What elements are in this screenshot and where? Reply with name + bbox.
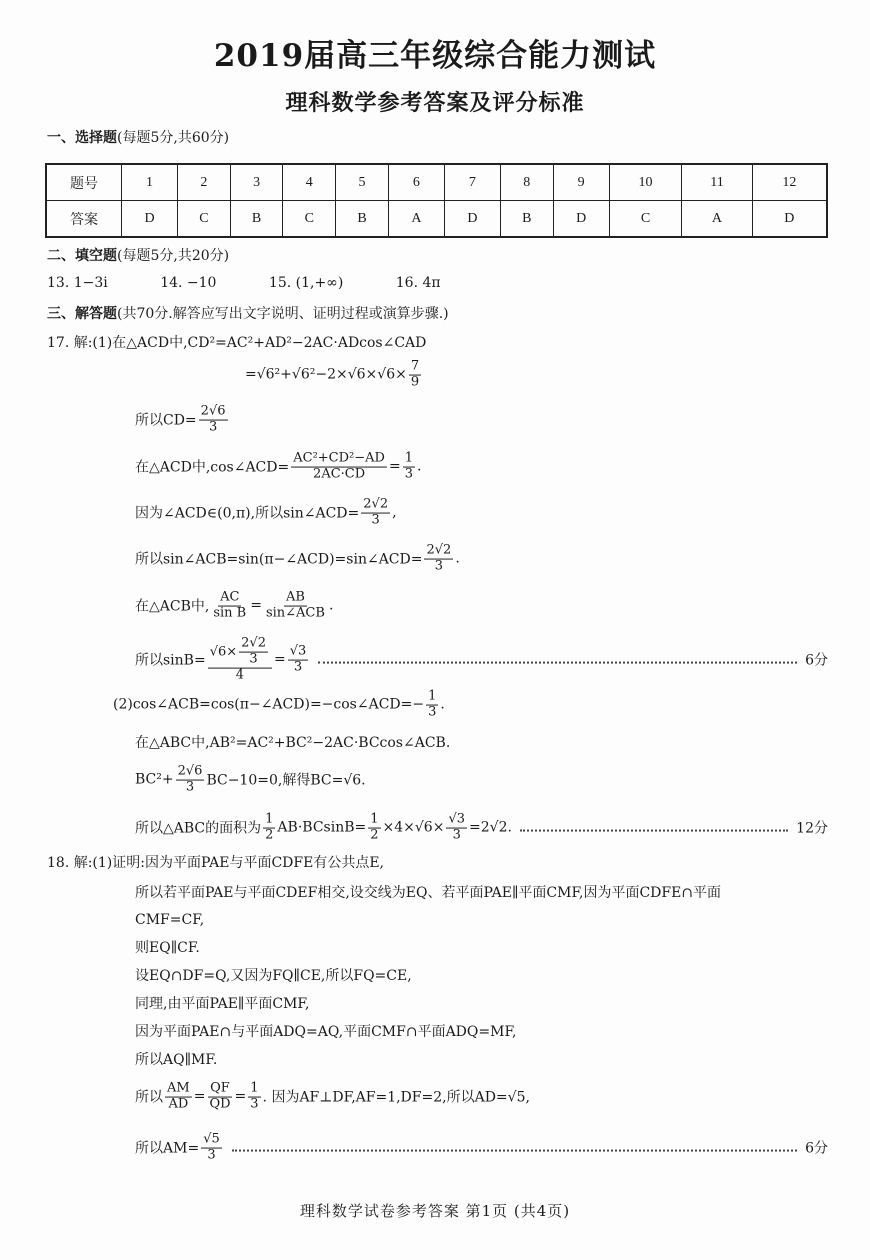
question-number: 4 — [283, 164, 336, 201]
numerator — [239, 637, 268, 653]
math-text: CMF=CF, — [135, 912, 205, 928]
math-text: 2AC·CD — [313, 466, 366, 482]
numerator — [263, 813, 275, 829]
solution-line — [135, 912, 204, 928]
math-text: √5 — [203, 1131, 220, 1147]
answer-cell: B — [230, 201, 283, 238]
score-label: 6分 — [805, 1141, 828, 1157]
math-text: 2√2 — [363, 496, 389, 512]
answer-cell: B — [336, 201, 389, 238]
math-text: 则EQ∥CF. — [135, 940, 200, 956]
solution-line — [135, 882, 721, 902]
math-text: . — [416, 459, 422, 475]
math-text: sin B — [213, 605, 247, 621]
numerator — [208, 637, 272, 669]
math-text: 4 — [235, 667, 244, 683]
math-text: 3 — [434, 558, 444, 574]
math-text: = — [388, 459, 401, 475]
math-text: BC²+ — [135, 772, 174, 788]
numerator — [403, 452, 415, 468]
math-text: =√6²+√6²−2×√6×√6× — [245, 367, 407, 383]
fraction — [208, 637, 272, 684]
answer-cell: D — [444, 201, 500, 238]
question-number: 8 — [500, 164, 553, 201]
row-label: 答案 — [46, 201, 122, 238]
math-text: 3 — [293, 659, 303, 675]
fraction — [291, 452, 387, 483]
page-subtitle: 理科数学参考答案及评分标准 — [285, 90, 585, 116]
dotted-leader — [520, 830, 788, 832]
solution-line — [135, 452, 421, 483]
math-text: 9 — [410, 374, 420, 390]
denominator — [426, 706, 438, 721]
math-text: 因为平面PAE∩与平面ADQ=AQ,平面CMF∩平面ADQ=MF, — [135, 1024, 517, 1040]
fraction — [263, 813, 275, 844]
math-text: . — [328, 598, 334, 614]
row-label: 题号 — [46, 164, 122, 201]
solution-line — [135, 498, 397, 529]
solution-line — [135, 1133, 828, 1164]
solution-line — [47, 852, 384, 872]
fill-answer: 13. 1−3i — [47, 275, 108, 291]
math-text: 所以CD= — [135, 413, 197, 429]
numerator — [165, 1082, 192, 1098]
solution-line — [135, 637, 828, 684]
fraction — [426, 690, 438, 721]
math-text: 所以sin∠ACB=sin(π−∠ACD)=sin∠ACD= — [135, 552, 423, 568]
denominator — [292, 661, 304, 676]
solution-line — [135, 1049, 217, 1069]
denominator — [205, 1149, 217, 1164]
score-label: 12分 — [796, 821, 828, 837]
question-number: 7 — [444, 164, 500, 201]
math-text: 3 — [452, 827, 461, 843]
fraction — [446, 813, 467, 844]
math-text: 3 — [250, 1096, 259, 1112]
solution-line — [135, 765, 366, 796]
denominator — [433, 560, 445, 575]
fraction — [165, 1082, 192, 1113]
fill-answer: 15. (1,+∞) — [268, 275, 344, 291]
solution-line — [113, 690, 445, 721]
math-text: = — [250, 598, 262, 614]
fraction — [239, 637, 268, 668]
math-text: 17. 解:(1)在△ACD中,CD²=AC²+AD²−2AC·ADcos∠CAD — [47, 335, 427, 351]
math-text: 设EQ∩DF=Q,又因为FQ∥CE,所以FQ=CE, — [135, 968, 412, 984]
solution-line — [135, 732, 450, 752]
math-text: 3 — [404, 466, 413, 482]
table-row-numbers — [46, 164, 827, 201]
math-text: = — [234, 1089, 247, 1105]
answer-cell: A — [388, 201, 444, 238]
math-text: 所以sinB= — [135, 653, 206, 669]
denominator — [207, 421, 219, 436]
page-title: 2019届高三年级综合能力测试 — [213, 38, 657, 74]
solution-line — [135, 1082, 530, 1113]
numerator — [176, 765, 205, 781]
answer-cell: C — [178, 201, 231, 238]
math-text: AD — [168, 1096, 189, 1112]
denominator — [247, 653, 259, 668]
solution-line — [135, 965, 412, 985]
fraction — [248, 1082, 260, 1113]
fraction — [424, 544, 453, 575]
denominator — [311, 468, 367, 483]
math-text: √3 — [448, 811, 466, 827]
section-title: 三、解答题 — [47, 306, 117, 322]
numerator — [409, 360, 421, 376]
section-note: (每题5分,共60分) — [117, 130, 230, 146]
math-text: AB — [285, 589, 305, 605]
math-text: QD — [209, 1096, 231, 1112]
answer-cell: D — [122, 201, 178, 238]
answer-cell: C — [283, 201, 336, 238]
math-text: 18. 解:(1)证明:因为平面PAE与平面CDFE有公共点E, — [47, 855, 384, 871]
solution-line — [135, 591, 333, 622]
fraction — [288, 645, 309, 676]
question-number: 12 — [752, 164, 827, 201]
math-text: 7 — [410, 358, 420, 374]
answer-cell: C — [609, 201, 682, 238]
denominator — [451, 829, 463, 844]
math-text: 所以 — [135, 1090, 163, 1106]
question-number: 1 — [122, 164, 178, 201]
solution-line — [135, 1021, 516, 1041]
math-text: = — [193, 1089, 206, 1105]
solution-line — [245, 360, 423, 391]
math-text: (2)cos∠ACB=cos(π−∠ACD)=−cos∠ACD=− — [113, 697, 425, 713]
fill-answer: 14. −10 — [160, 275, 217, 291]
numerator — [446, 813, 467, 829]
solution-line — [135, 544, 460, 575]
math-text: √6× — [209, 644, 238, 660]
math-text: . 因为AF⊥DF,AF=1,DF=2,所以AD=√5, — [262, 1090, 530, 1106]
page-footer: 理科数学试卷参考答案 第1页 (共4页) — [299, 1202, 571, 1220]
math-text: 1 — [404, 450, 413, 466]
fraction — [207, 1082, 232, 1113]
denominator — [368, 829, 380, 844]
numerator — [208, 1082, 232, 1098]
math-text: 同理,由平面PAE∥平面CMF, — [135, 996, 310, 1012]
math-text: 因为∠ACD∈(0,π),所以sin∠ACD= — [135, 506, 360, 522]
answer-cell: B — [500, 201, 553, 238]
math-text: 3 — [371, 512, 380, 528]
section-title: 一、选择题 — [47, 130, 117, 146]
math-text: 2√2 — [426, 542, 452, 558]
fraction — [409, 360, 421, 391]
math-text: 所以若平面PAE与平面CDEF相交,设交线为EQ、若平面PAE∥平面CMF,因为平面CDFE∩平面 — [135, 885, 722, 901]
math-text: AC — [220, 589, 240, 605]
answer-cell: A — [682, 201, 752, 238]
math-text: , — [392, 505, 397, 521]
answer-cell: D — [752, 201, 827, 238]
math-text: 3 — [428, 704, 437, 720]
numerator — [201, 1133, 222, 1149]
numerator — [291, 452, 387, 468]
denominator — [264, 607, 327, 622]
solution-line — [47, 332, 426, 352]
solution-line — [135, 813, 828, 844]
math-text: = — [273, 652, 286, 668]
fill-answers — [47, 275, 489, 291]
denominator — [211, 607, 248, 622]
math-text: 2√2 — [241, 635, 266, 651]
math-text: AM — [167, 1080, 190, 1096]
answer-table — [45, 163, 828, 238]
denominator — [207, 1098, 232, 1113]
numerator — [361, 498, 390, 514]
fraction — [199, 405, 228, 436]
section-choice-heading — [47, 127, 229, 147]
numerator — [199, 405, 228, 421]
math-text: . — [455, 551, 460, 567]
math-text: . — [440, 697, 445, 713]
denominator — [166, 1098, 190, 1113]
math-text: AB·BCsinB= — [277, 820, 367, 836]
math-text: 所以AM= — [135, 1141, 200, 1157]
answer-cell: D — [553, 201, 609, 238]
math-text: BC−10=0,解得BC=√6. — [206, 773, 366, 789]
fraction — [403, 452, 415, 483]
math-text: 2√6 — [177, 763, 203, 779]
table-row-answers — [46, 201, 827, 238]
denominator — [248, 1098, 260, 1113]
math-text: 所以AQ∥MF. — [135, 1052, 218, 1068]
fraction — [201, 1133, 222, 1164]
section-note: (共70分.解答应写出文字说明、证明过程或演算步骤.) — [117, 306, 449, 322]
math-text: sin∠ACB — [265, 605, 325, 621]
section-solution-heading — [47, 303, 449, 323]
numerator — [426, 690, 438, 706]
math-text: =2√2. — [469, 820, 512, 836]
numerator — [368, 813, 380, 829]
denominator — [370, 514, 382, 529]
solution-line — [135, 405, 230, 436]
section-note: (每题5分,共20分) — [117, 248, 230, 264]
fill-answer: 16. 4π — [395, 275, 441, 291]
math-text: 1 — [370, 811, 379, 827]
question-number: 9 — [553, 164, 609, 201]
math-text: 2 — [265, 827, 274, 843]
numerator — [218, 591, 241, 607]
math-text: 在△ABC中,AB²=AC²+BC²−2AC·BCcos∠ACB. — [135, 735, 451, 751]
denominator — [409, 376, 421, 391]
math-text: √3 — [289, 643, 307, 659]
math-text: 3 — [208, 419, 218, 435]
dotted-leader — [318, 662, 797, 664]
denominator — [263, 829, 275, 844]
question-number: 2 — [178, 164, 231, 201]
numerator — [288, 645, 309, 661]
math-text: QF — [210, 1080, 230, 1096]
fraction — [176, 765, 205, 796]
math-text: 1 — [265, 811, 274, 827]
question-number: 3 — [230, 164, 283, 201]
math-text: 1 — [428, 688, 437, 704]
fraction — [361, 498, 390, 529]
section-fill-heading — [47, 245, 229, 265]
math-text: 在△ACD中,cos∠ACD= — [135, 460, 290, 476]
math-text: 3 — [249, 651, 258, 667]
math-text: 3 — [185, 779, 195, 795]
section-title: 二、填空题 — [47, 248, 117, 264]
fraction — [211, 591, 248, 622]
solution-line — [135, 993, 309, 1013]
score-label: 6分 — [805, 653, 828, 669]
question-number: 11 — [682, 164, 752, 201]
math-text: 1 — [250, 1080, 259, 1096]
math-text: 3 — [207, 1147, 216, 1163]
dotted-leader — [232, 1150, 797, 1152]
solution-line — [135, 937, 200, 957]
numerator — [248, 1082, 260, 1098]
numerator — [424, 544, 453, 560]
denominator — [403, 468, 415, 483]
denominator — [234, 668, 246, 683]
math-text: AC²+CD²−AD — [293, 450, 385, 466]
math-text: 在△ACB中, — [135, 599, 210, 615]
question-number: 5 — [336, 164, 389, 201]
fraction — [368, 813, 380, 844]
question-number: 6 — [388, 164, 444, 201]
question-number: 10 — [609, 164, 682, 201]
math-text: 所以△ABC的面积为 — [135, 821, 262, 837]
denominator — [184, 781, 196, 796]
math-text: 2√6 — [200, 403, 226, 419]
fraction — [264, 591, 327, 622]
math-text: ×4×√6× — [382, 820, 445, 836]
numerator — [284, 591, 307, 607]
math-text: 2 — [370, 827, 379, 843]
